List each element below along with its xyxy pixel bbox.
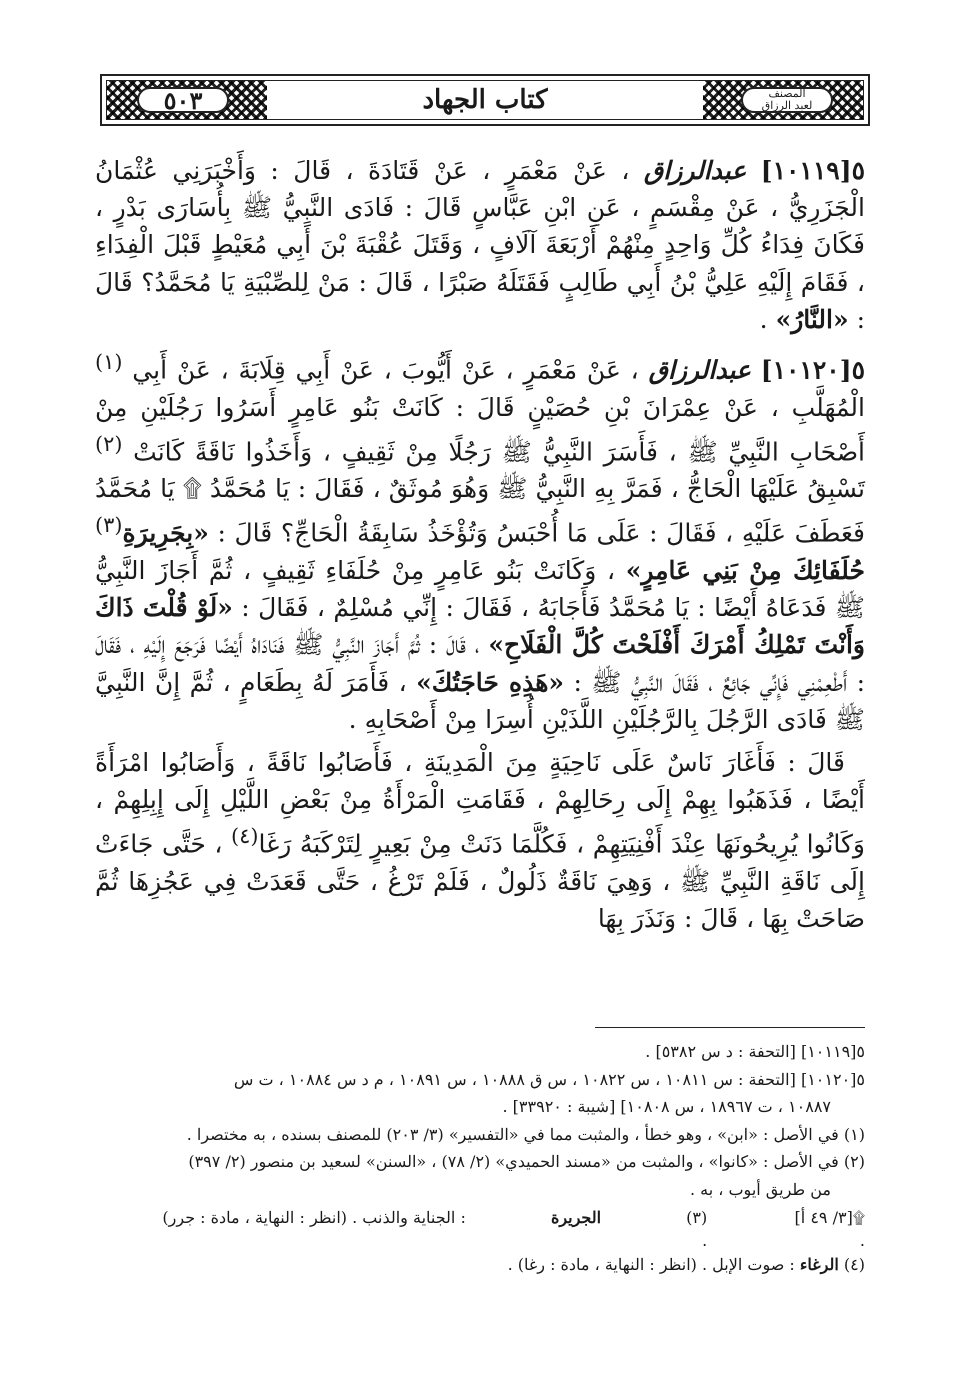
page-number: ٥٠٣ xyxy=(163,85,203,115)
page-header xyxy=(100,74,870,126)
footnote-text: : الجناية والذنب . (انظر : النهاية ، مادة : جرر) . xyxy=(162,1207,708,1251)
hadith-10120 xyxy=(95,344,865,738)
footnote-number: (٤) xyxy=(843,1254,865,1274)
footnote-ref-10120: ٥[١٠١٢٠] [التحفة : س ١٠٨١١ ، س ١٠٨٢٢ ، س ق ١٠٨٨٨ ، س ١٠٨٩١ ، م د س ١٠٨٨٤ ، ت س xyxy=(233,1069,865,1089)
narrator-name: عبدالرزاق xyxy=(643,156,747,185)
footnote-number: (٣) xyxy=(686,1207,708,1227)
hadith-quote: «بِجَرِيرَةِ xyxy=(122,518,209,548)
book-seal-cartouche xyxy=(741,87,833,113)
hadith-text-part: ، عَنْ مَعْمَرٍ ، عَنْ أَيُّوبَ ، عَنْ أَبِي قِلَابَةَ ، عَنْ أَبِي xyxy=(132,355,639,385)
footnote-ref-1[interactable]: (١) xyxy=(95,350,123,375)
hadith-quote: «هَذِهِ حَاجَتُكَ» xyxy=(416,667,565,697)
header-frame xyxy=(106,80,864,120)
footnote-term: الجريرة xyxy=(550,1207,602,1227)
footnote-2: (٢) في الأصل : «كانوا» ، والمثبت من «مسند الحميدي» (٢/ ٧٨) ، «السنن» لسعيد بن منصور (٢/ ٣٩٧) xyxy=(188,1152,865,1172)
main-text xyxy=(95,152,865,943)
footnote-3 xyxy=(95,1206,707,1253)
footnote-term: الرغاء xyxy=(799,1254,839,1274)
footnote-ref-3[interactable]: (٣) xyxy=(95,513,123,538)
footnote-text: : صوت الإبل . (انظر : النهاية ، مادة : رغا) . xyxy=(507,1254,795,1274)
hadith-end: . xyxy=(759,304,768,334)
footnote-2-cont: من طريق أيوب ، به . xyxy=(689,1179,831,1199)
hadith-text-part: ، وَكَانَتْ بَنُو عَامِرٍ مِنْ حُلَفَاءِ ثَقِيفٍ ، ثُمَّ أَجَازَ النَّبِيُّ ﷺ فَدَعَاهُ أَيْضًا : يَا مُحَمَّدُ فَأَجَابَهُ ، فَقَالَ : إِنِّي مُسْلِمٌ ، فَقَالَ : xyxy=(95,556,865,623)
hadith-text-part: ، قَالَ : ثُمَّ أَجَازَ النَّبِيُّ ﷺ فَنَادَاهُ أَيْضًا فَرَجَعَ إِلَيْهِ ، فَقَالَ : أَطْعِمْنِي فَإِنِّي جَائِعٌ ، فَقَالَ النَّبِيُّ ﷺ : xyxy=(95,630,866,697)
page-marker: ۩[٣/ ٤٩ أ] . xyxy=(794,1207,865,1251)
hadith-text-part: الْمُهَلَّبِ ، عَنْ عِمْرَانَ بْنِ حُصَيْنٍ قَالَ : كَانَتْ بَنُو عَامِرٍ أَسَرُوا رَجُلَيْنِ مِنْ أَصْحَابِ النَّبِيِّ ﷺ ، فَأَسَرَ النَّبِيُّ ﷺ رَجُلًا مِنْ ثَقِيفٍ ، وَأَخَذُوا نَاقَةً كَانَتْ xyxy=(95,392,865,467)
chapter-title: كتاب الجهاد xyxy=(422,85,548,115)
hadith-text: ، عَنْ مَعْمَرٍ ، عَنْ قَتَادَةَ ، قَالَ : وَأَخْبَرَنِي عُثْمَانُ الْجَزَرِيُّ ، عَنْ مِقْسَمٍ ، عَنِ ابْنِ عَبَّاسٍ قَالَ : فَادَى النَّبِيُّ ﷺ بِأُسَارَى بَدْرٍ ، فَكَانَ فِدَاءُ كُلِّ وَاحِدٍ مِنْهُمْ أَرْبَعَةَ آلَافٍ ، وَقَتَلَ عُقْبَةَ بْنَ أَبِي مُعَيْطٍ قَبْلَ الْفِدَاءِ ، فَقَامَ إِلَيْهِ عَلِيُّ بْنُ أَبِي طَالِبٍ فَقَتَلَهُ صَبْرًا ، قَالَ : مَنْ لِلصِّبْيَةِ يَا مُحَمَّدُ؟ قَالَ : xyxy=(95,156,865,334)
hadith-text-part: قَالَ : فَأَغَارَ نَاسٌ عَلَى نَاحِيَةٍ مِنَ الْمَدِينَةِ ، فَأَصَابُوا نَاقَةً ، وَأَصَابُوا امْرَأَةً أَيْضًا ، فَذَهَبُوا بِهِمْ إِلَى رِحَالِهِمْ ، فَقَامَتِ الْمَرْأَةُ مِنْ بَعْضِ اللَّيْلِ إِلَى إِبِلِهِمْ ، وَكَانُوا يُرِيحُونَهَا عِنْدَ أَفْنِيَتِهِمْ ، فَكُلَّمَا دَنَتْ مِنْ بَعِيرٍ لِتَرْكَبَهُ رَغَا xyxy=(95,748,866,859)
footnote-ref-10119: ٥[١٠١١٩] [التحفة : د س ٥٣٨٢] . xyxy=(645,1042,865,1061)
footnote-4 xyxy=(95,1253,865,1277)
hadith-10119 xyxy=(95,152,865,338)
hadith-number: ٥[١٠١١٩] xyxy=(760,156,865,185)
page-number-cartouche xyxy=(137,87,229,113)
hadith-number: ٥[١٠١٢٠] xyxy=(760,355,865,385)
footnote-separator xyxy=(595,1027,865,1028)
hadith-text-part: تَسْبِقُ عَلَيْهَا الْحَاجُّ ، فَمَرَّ بِهِ النَّبِيُّ ﷺ وَهُوَ مُوثَقٌ ، فَقَالَ : يَا مُحَمَّدُ ۩ يَا مُحَمَّدُ فَعَطَفَ عَلَيْهِ ، فَقَالَ : عَلَى مَا أُحْبَسُ وَتُؤْخَذُ سَابِقَةُ الْحَاجِّ؟ قَالَ : xyxy=(95,474,865,548)
narrator-name: عبدالرزاق xyxy=(648,355,751,385)
hadith-continuation xyxy=(95,744,865,937)
footnote-row xyxy=(95,1206,865,1253)
book-seal: المصنف لعبد الرزاق xyxy=(761,87,813,112)
hadith-text-part: ، فَأَمَرَ لَهُ بِطَعَامٍ ، ثُمَّ إِنَّ النَّبِيَّ ﷺ فَادَى الرَّجُلَ بِالرَّجُلَيْنِ اللَّذَيْنِ أُسِرَا مِنْ أَصْحَابِهِ . xyxy=(95,667,865,734)
footnote-ref-4[interactable]: (٤) xyxy=(231,824,259,849)
hadith-quote: حُلَفَائِكَ مِنْ بَنِي عَامِرٍ» xyxy=(625,556,865,586)
footnotes xyxy=(95,1040,865,1280)
hadith-quote: «النَّارُ» xyxy=(775,304,849,334)
footnote-ref-10120-cont: ١٠٨٨٧ ، ت ١٨٩٦٧ ، س ١٠٨٠٨] [شيبة : ٣٣٩٢٠] . xyxy=(502,1097,831,1117)
hadith-text-part: ، حَتَّى جَاءَتْ إِلَى نَاقَةِ النَّبِيِّ ﷺ ، وَهِيَ نَاقَةٌ ذَلُولٌ ، فَلَمْ تَرْغُ ، حَتَّى قَعَدَتْ فِي عَجُزِهَا ثُمَّ صَاحَتْ بِهَا ، قَالَ : وَنَذَرَ بِهَا xyxy=(95,829,865,934)
footnote-1: (١) في الأصل : «ابن» ، وهو خطأ ، والمثبت مما في «التفسير» (٣/ ٢٠٣) للمصنف بسنده ، به مختصرا . xyxy=(186,1124,865,1144)
footnote-ref-2[interactable]: (٢) xyxy=(95,431,123,456)
hadith-quote: «لَوْ قُلْتَ ذَاكَ وَأَنْتَ تَمْلِكُ أَمْرَكَ أَفْلَحْتَ كُلَّ الْفَلَاحِ» xyxy=(95,593,865,660)
